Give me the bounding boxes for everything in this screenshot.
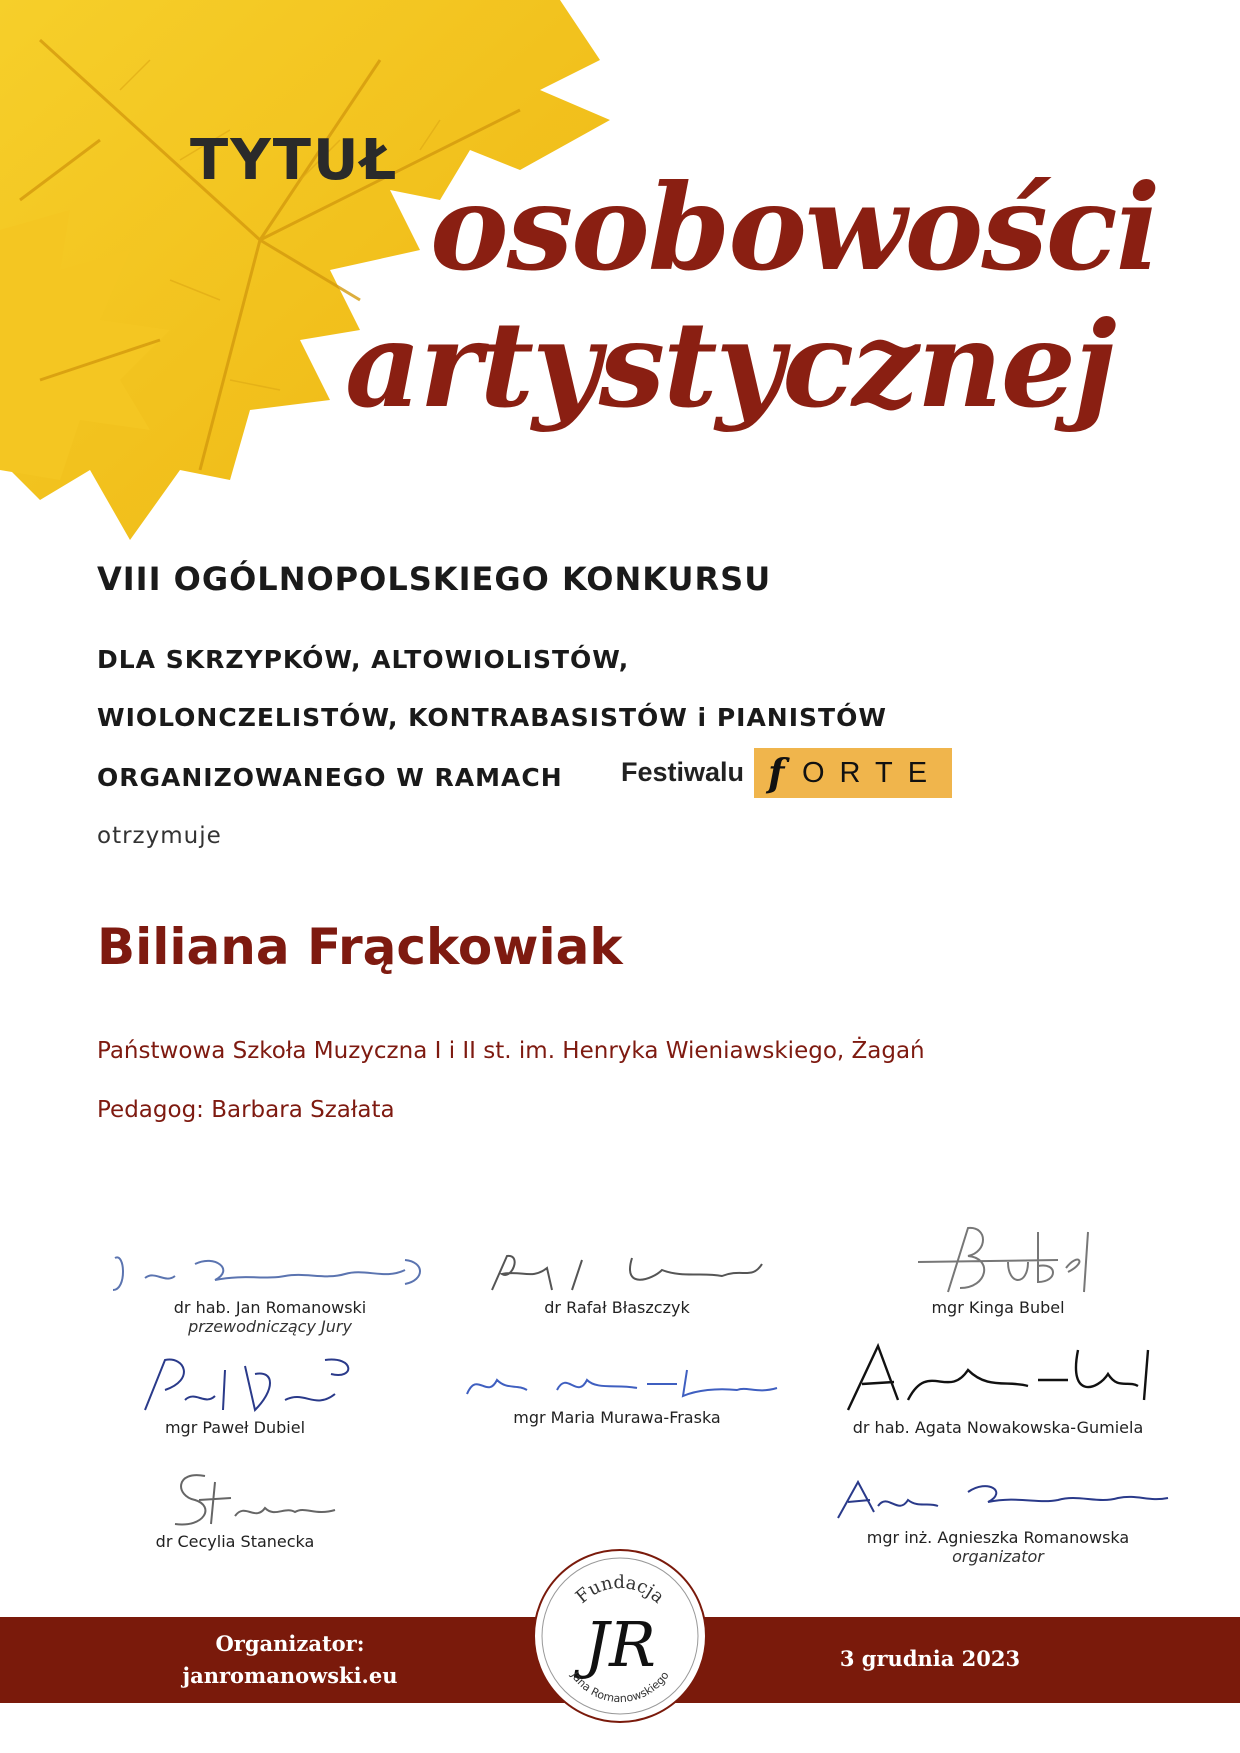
handwritten-signature — [115, 1466, 355, 1532]
receives-label: otrzymuje — [97, 823, 222, 849]
signature-block-stanecka — [55, 1466, 415, 1551]
forte-logo-text: ORTE — [802, 757, 943, 789]
signature-block-dubiel — [55, 1350, 415, 1437]
title-script-line-2: artystycznej — [345, 295, 1115, 434]
recipient-name: Biliana Frąckowiak — [97, 918, 623, 976]
handwritten-signature — [828, 1340, 1168, 1418]
signature-block-bubel — [818, 1222, 1178, 1317]
handwritten-signature — [105, 1250, 435, 1298]
recipient-teacher: Pedagog: Barbara Szałata — [97, 1097, 395, 1123]
signatory-name: mgr Paweł Dubiel — [164, 1418, 306, 1437]
foundation-seal — [532, 1548, 708, 1724]
signatory-name: mgr Kinga Bubel — [931, 1298, 1065, 1317]
signature-block-murawa-fraska — [437, 1360, 797, 1427]
forte-logo-f: f — [768, 750, 785, 795]
handwritten-signature — [898, 1222, 1098, 1298]
organizer-website: janromanowski.eu — [182, 1663, 398, 1688]
forte-logo — [754, 748, 952, 798]
contest-line-3: WIOLONCZELISTÓW, KONTRABASISTÓW i PIANISTÓW — [97, 703, 887, 732]
organizer-label: Organizator: — [215, 1631, 365, 1656]
seal-monogram: JR — [584, 1608, 656, 1681]
contest-line-1: VIII OGÓLNOPOLSKIEGO KONKURSU — [97, 560, 772, 598]
contest-line-4: ORGANIZOWANEGO W RAMACH — [97, 763, 563, 792]
festival-label: Festiwalu — [621, 757, 745, 787]
handwritten-signature — [452, 1250, 782, 1298]
handwritten-signature — [447, 1360, 787, 1408]
footer-organizer — [140, 1628, 440, 1692]
signatory-name: mgr inż. Agnieszka Romanowska — [866, 1528, 1130, 1547]
seal-top-text: Fundacja — [571, 1571, 669, 1608]
handwritten-signature — [105, 1350, 365, 1418]
issue-date: 3 grudnia 2023 — [839, 1646, 1021, 1671]
signatory-name: dr Cecylia Stanecka — [155, 1532, 315, 1551]
signatory-name: dr Rafał Błaszczyk — [544, 1298, 690, 1317]
seal-bottom-text: Jana Romanowskiego — [568, 1669, 672, 1706]
recipient-school: Państwowa Szkoła Muzyczna I i II st. im. Henryka Wieniawskiego, Żagań — [97, 1038, 925, 1064]
signatory-name: dr hab. Agata Nowakowska-Gumiela — [852, 1418, 1144, 1437]
signature-block-romanowski — [90, 1250, 450, 1336]
handwritten-signature — [818, 1472, 1178, 1528]
signatory-name: dr hab. Jan Romanowski — [173, 1298, 367, 1317]
signature-block-blaszczyk — [437, 1250, 797, 1317]
title-script-line-1: osobowości — [430, 158, 1159, 297]
signature-block-nowakowska-gumiela — [818, 1340, 1178, 1437]
signatory-role: przewodniczący Jury — [188, 1317, 352, 1336]
contest-line-2: DLA SKRZYPKÓW, ALTOWIOLISTÓW, — [97, 645, 630, 674]
signatory-name: mgr Maria Murawa-Fraska — [513, 1408, 721, 1427]
signature-block-romanowska — [818, 1472, 1178, 1566]
title-prefix: TYTUŁ — [190, 128, 399, 193]
signatory-role: organizator — [952, 1547, 1044, 1566]
